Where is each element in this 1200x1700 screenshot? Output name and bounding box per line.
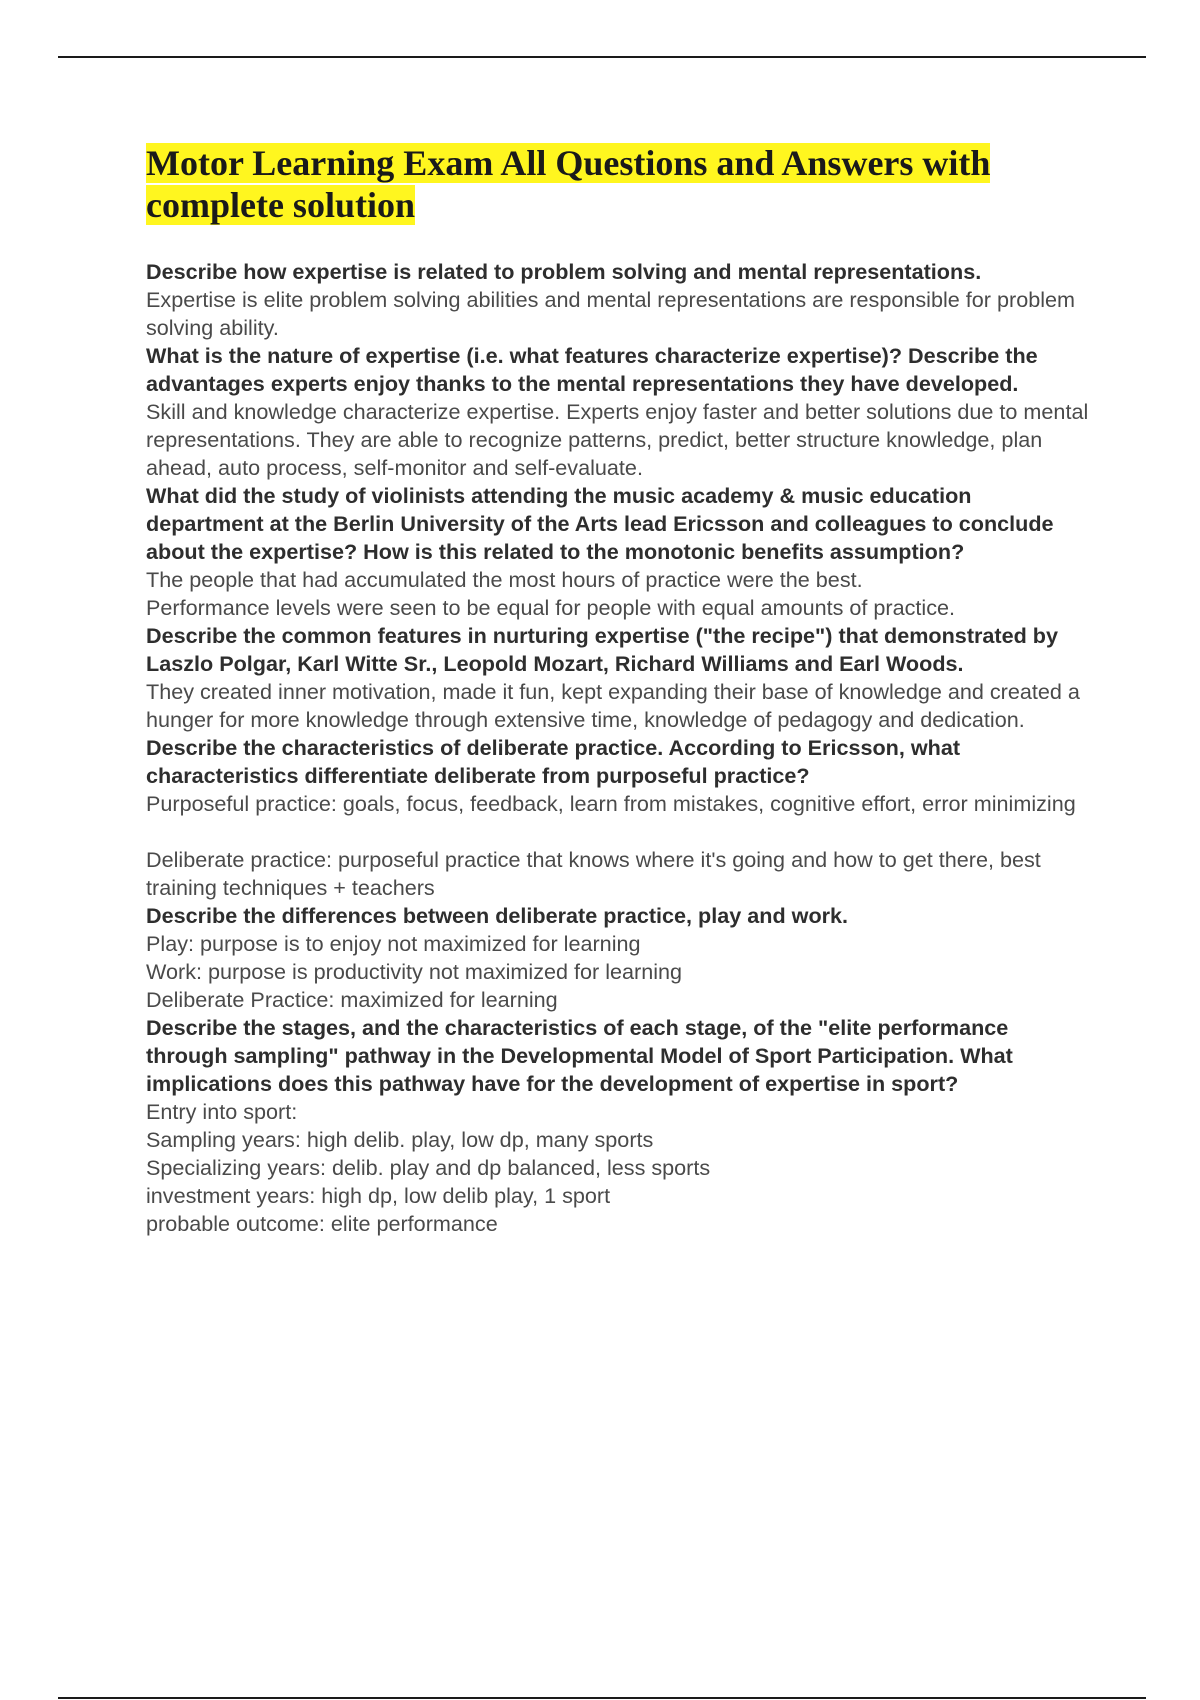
bottom-rule (58, 1697, 1146, 1699)
answer-6: Play: purpose is to enjoy not maximized for learning Work: purpose is productivity not maximized for learning Deliberate Practice: maximized for learning (146, 931, 683, 1012)
question-4: Describe the common features in nurturing expertise ("the recipe") that demonstrated by Laszlo Polgar, Karl Witte Sr., Leopold Mozart, Richard Williams and Earl Woods. (146, 623, 1059, 676)
answer-3: The people that had accumulated the most hours of practice were the best. Performance levels were seen to be equal for people with equal amounts of practice. (146, 567, 956, 620)
answer-2: Skill and knowledge characterize expertise. Experts enjoy faster and better solutions due to mental representations. They are able to recognize patterns, predict, better structure knowledge, plan ahead, auto process, self-monitor and self-evaluate. (146, 399, 1089, 480)
top-rule (58, 56, 1146, 58)
question-1: Describe how expertise is related to problem solving and mental representations. (146, 259, 982, 284)
question-2: What is the nature of expertise (i.e. what features characterize expertise)? Describe the advantages experts enjoy thanks to the mental representations they have developed. (146, 343, 1038, 396)
document-title (146, 142, 1086, 226)
answer-7: Entry into sport: Sampling years: high delib. play, low dp, many sports Specializing years: delib. play and dp balanced, less sports investment years: high dp, low delib play, 1 sport probable outcome: elite performance (146, 1099, 711, 1236)
answer-4: They created inner motivation, made it fun, kept expanding their base of knowledge and created a hunger for more knowledge through extensive time, knowledge of pedagogy and dedication. (146, 679, 1080, 732)
question-7: Describe the stages, and the characteristics of each stage, of the "elite performance through sampling" pathway in the Developmental Model of Sport Participation. What implications does this pathway have for the development of expertise in sport? (146, 1015, 1013, 1096)
qa-content (146, 258, 1091, 1238)
question-5: Describe the characteristics of deliberate practice. According to Ericsson, what characteristics differentiate deliberate from purposeful practice? (146, 735, 961, 788)
question-3: What did the study of violinists attending the music academy & music education department at the Berlin University of the Arts lead Ericsson and colleagues to conclude about the expertise? How is this related to the monotonic benefits assumption? (146, 483, 1054, 564)
answer-1: Expertise is elite problem solving abilities and mental representations are responsible for problem solving ability. (146, 287, 1076, 340)
question-6: Describe the differences between deliberate practice, play and work. (146, 903, 849, 928)
title-highlight: Motor Learning Exam All Questions and Answers with complete solution (146, 143, 991, 225)
answer-5: Purposeful practice: goals, focus, feedback, learn from mistakes, cognitive effort, error minimizing Deliberate practice: purposeful practice that knows where it's going and how to get there, best training techniques + teachers (146, 791, 1076, 900)
